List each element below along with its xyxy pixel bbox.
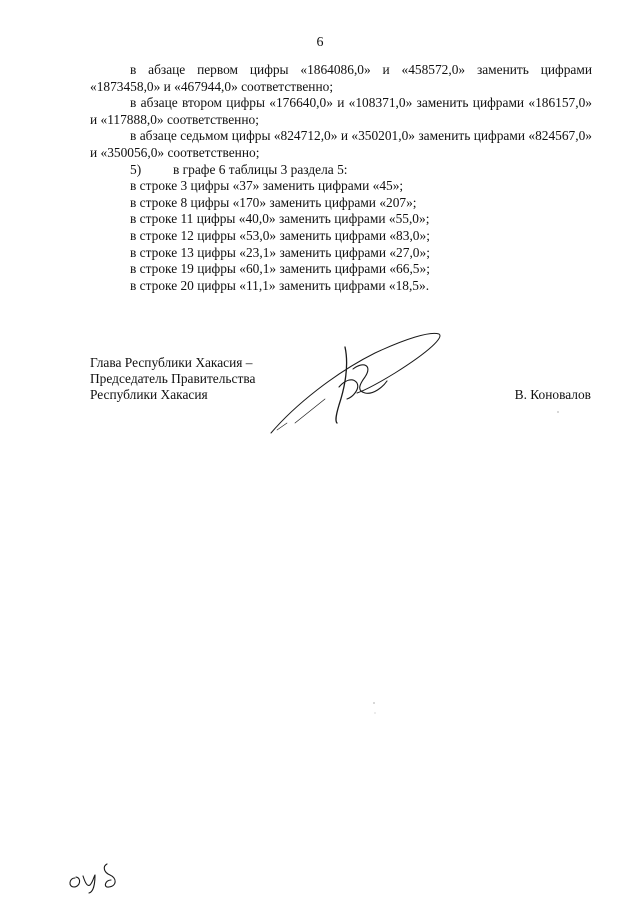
- handwritten-signature-icon: [265, 325, 445, 440]
- document-body: [90, 62, 592, 294]
- signer-title: [90, 355, 255, 403]
- item-5-number: 5): [130, 161, 142, 177]
- row-line-19: в строке 19 цифры «60,1» заменить цифрами «66,5»;: [130, 261, 430, 277]
- signer-title-line-1: Глава Республики Хакасия –: [90, 355, 253, 370]
- paragraph-2: в абзаце втором цифры «176640,0» и «108371,0» заменить цифрами «186157,0» и «117888,0» соответственно;: [90, 95, 592, 127]
- signer-title-line-3: Республики Хакасия: [90, 387, 208, 402]
- paragraph-3: в абзаце седьмом цифры «824712,0» и «350201,0» заменить цифрами «824567,0» и «350056,0» соответственно;: [90, 128, 592, 160]
- row-line-3: в строке 3 цифры «37» заменить цифрами «45»;: [130, 178, 404, 194]
- item-5: [90, 162, 592, 179]
- row-line-12: в строке 12 цифры «53,0» заменить цифрами «83,0»;: [130, 227, 430, 243]
- paragraph-1: в абзаце первом цифры «1864086,0» и «458572,0» заменить цифрами «1873458,0» и «467944,0» соответственно;: [90, 62, 592, 94]
- handwritten-initials-icon: [65, 860, 140, 895]
- row-line-13: в строке 13 цифры «23,1» заменить цифрами «27,0»;: [130, 244, 430, 260]
- row-line-11: в строке 11 цифры «40,0» заменить цифрами «55,0»;: [130, 211, 430, 227]
- page-number: 6: [316, 35, 324, 50]
- signer-title-line-2: Председатель Правительства: [90, 371, 256, 386]
- item-5-text: в графе 6 таблицы 3 раздела 5:: [173, 161, 348, 177]
- row-line-20: в строке 20 цифры «11,1» заменить цифрами «18,5».: [130, 277, 430, 293]
- signer-name: В. Коновалов: [514, 387, 591, 402]
- row-line-8: в строке 8 цифры «170» заменить цифрами «207»;: [130, 194, 417, 210]
